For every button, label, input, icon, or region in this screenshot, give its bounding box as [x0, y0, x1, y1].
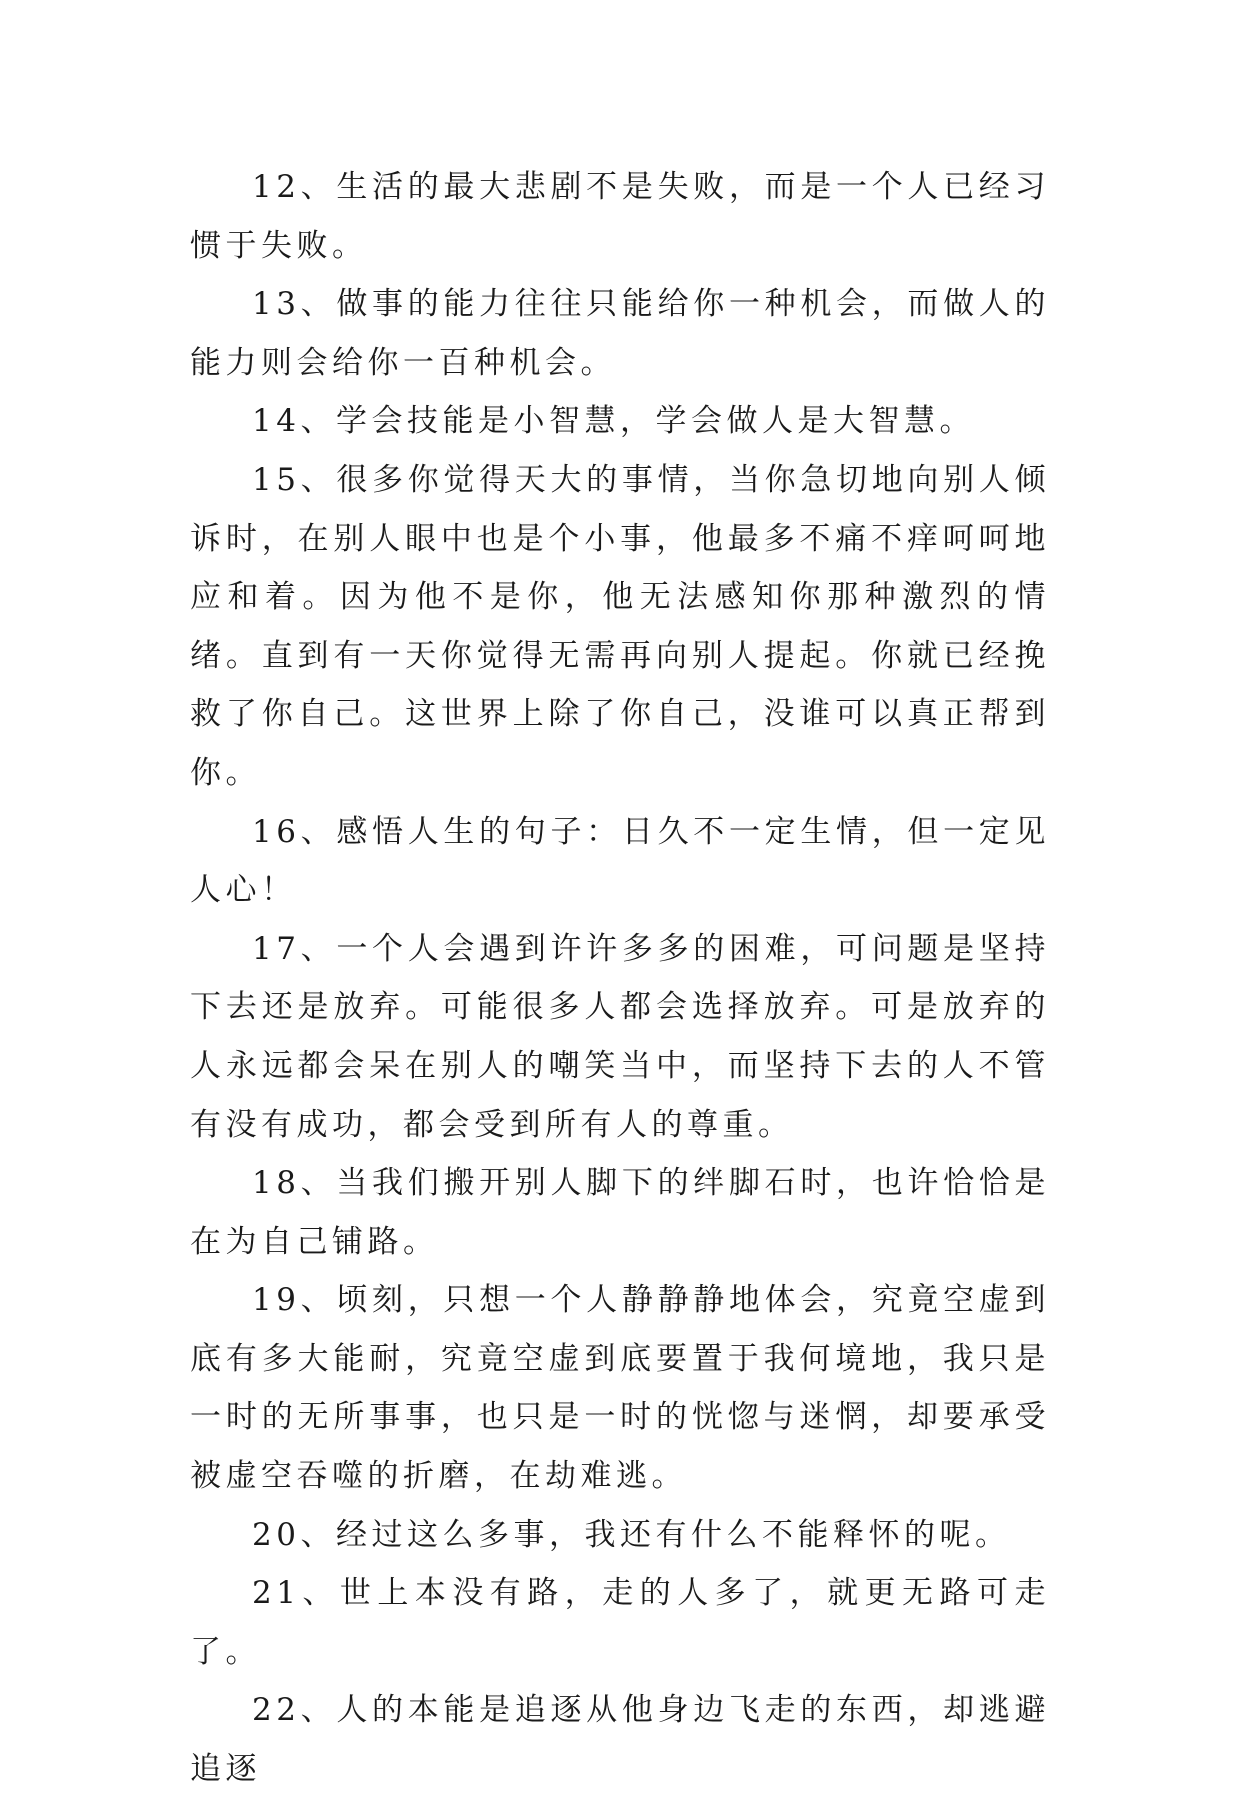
- paragraph-19: 19、顷刻，只想一个人静静静地体会，究竟空虚到底有多大能耐，究竟空虚到底要置于我何境地，我只是一时的无所事事，也只是一时的恍惚与迷惘，却要承受被虚空吞噬的折磨，在劫难逃。: [190, 1282, 1050, 1495]
- paragraph-17: 17、一个人会遇到许许多多的困难，可问题是坚持下去还是放弃。可能很多人都会选择放弃。可是放弃的人永远都会呆在别人的嘲笑当中，而坚持下去的人不管有没有成功，都会受到所有人的尊重。: [190, 930, 1050, 1143]
- paragraph-16: 16、感悟人生的句子：日久不一定生情，但一定见人心！: [190, 813, 1050, 909]
- paragraph-12: 12、生活的最大悲剧不是失败，而是一个人已经习惯于失败。: [190, 169, 1050, 264]
- paragraph-20: 20、经过这么多事，我还有什么不能释怀的呢。: [252, 1516, 1011, 1553]
- paragraph-13: 13、做事的能力往往只能给你一种机会，而做人的能力则会给你一百种机会。: [190, 286, 1050, 381]
- paragraph-14: 14、学会技能是小智慧，学会做人是大智慧。: [252, 403, 975, 440]
- paragraph-22: 22、人的本能是追逐从他身边飞走的东西，却逃避追逐: [190, 1692, 1050, 1788]
- paragraph-21: 21、世上本没有路，走的人多了，就更无路可走了。: [190, 1575, 1050, 1670]
- paragraph-15: 15、很多你觉得天大的事情，当你急切地向别人倾诉时，在别人眼中也是个小事，他最多不痛不痒呵呵地应和着。因为他不是你，他无法感知你那种激烈的情绪。直到有一天你觉得无需再向别人提起。你就已经挽救了你自己。这世界上除了你自己，没谁可以真正帮到你。: [190, 461, 1050, 791]
- document-body: [190, 158, 1050, 1799]
- paragraph-18: 18、当我们搬开别人脚下的绊脚石时，也许恰恰是在为自己铺路。: [190, 1165, 1050, 1260]
